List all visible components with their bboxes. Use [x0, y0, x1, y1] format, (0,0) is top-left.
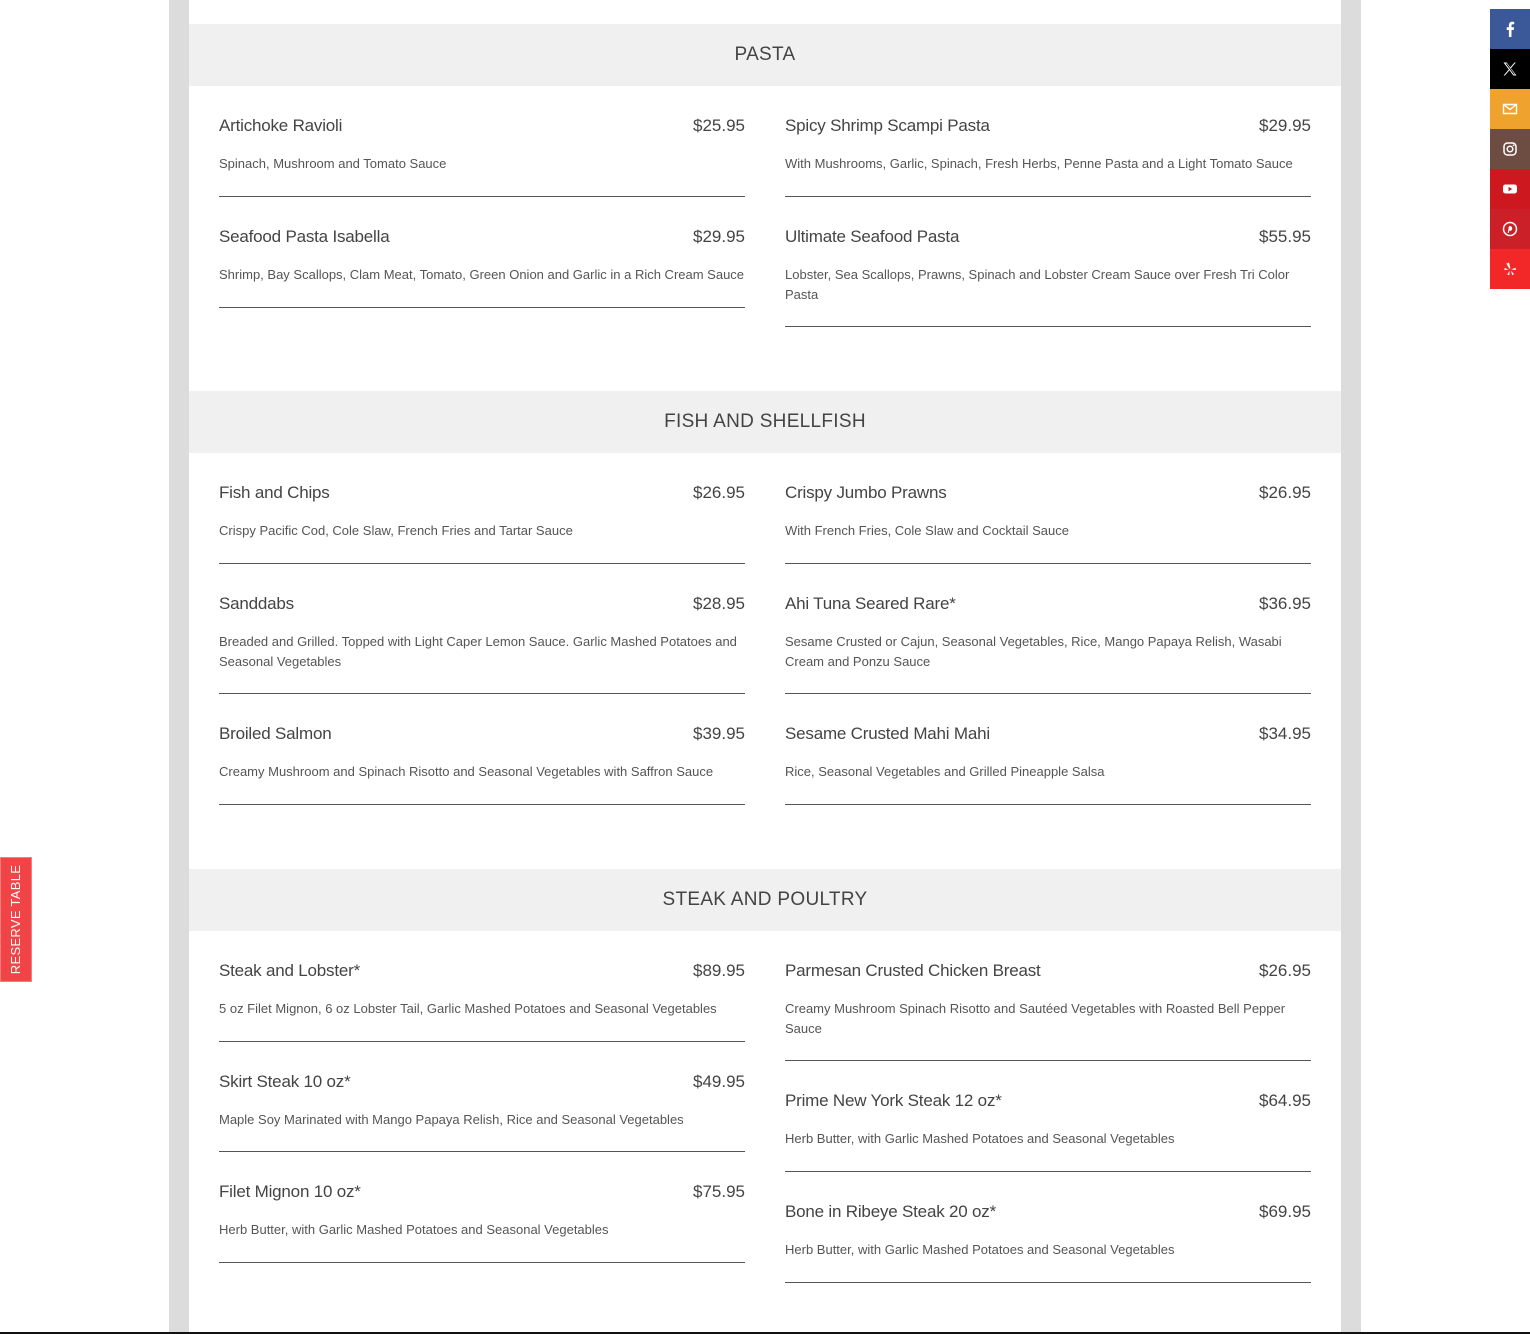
- item-price: $29.95: [693, 227, 745, 246]
- item-description: Herb Butter, with Garlic Mashed Potatoes and Seasonal Vegetables: [785, 1242, 1175, 1257]
- youtube-share-button[interactable]: [1490, 169, 1530, 209]
- item-name: Parmesan Crusted Chicken Breast: [785, 961, 1041, 980]
- menu-item: [219, 483, 745, 564]
- menu-item: [219, 116, 745, 197]
- item-name: Artichoke Ravioli: [219, 116, 343, 135]
- item-name: Steak and Lobster*: [219, 961, 360, 980]
- item-description: Sesame Crusted or Cajun, Seasonal Vegetables, Rice, Mango Papaya Relish, Wasabi Cream and Ponzu Sauce: [785, 634, 1282, 669]
- instagram-icon: [1502, 141, 1518, 157]
- menu-item: [219, 594, 745, 694]
- menu-item: [219, 961, 745, 1042]
- item-price: $49.95: [693, 1072, 745, 1091]
- item-name: Bone in Ribeye Steak 20 oz*: [785, 1202, 997, 1221]
- email-icon: [1502, 101, 1518, 117]
- item-price: $26.95: [1259, 483, 1311, 502]
- item-name: Filet Mignon 10 oz*: [219, 1182, 361, 1201]
- item-description: Breaded and Grilled. Topped with Light Caper Lemon Sauce. Garlic Mashed Potatoes and Seasonal Vegetables: [219, 634, 737, 669]
- pinterest-share-button[interactable]: [1490, 209, 1530, 249]
- menu-item: [785, 724, 1311, 805]
- item-name: Crispy Jumbo Prawns: [785, 483, 947, 502]
- section-title-fish-and-shellfish: FISH AND SHELLFISH: [189, 391, 1341, 453]
- item-name: Skirt Steak 10 oz*: [219, 1072, 351, 1091]
- item-price: $29.95: [1259, 116, 1311, 135]
- item-price: $39.95: [693, 724, 745, 743]
- item-name: Ahi Tuna Seared Rare*: [785, 594, 956, 613]
- item-description: Lobster, Sea Scallops, Prawns, Spinach and Lobster Cream Sauce over Fresh Tri Color Pasta: [785, 267, 1290, 302]
- menu-item: [785, 594, 1311, 694]
- item-description: Herb Butter, with Garlic Mashed Potatoes and Seasonal Vegetables: [785, 1131, 1175, 1146]
- pinterest-icon: [1502, 221, 1518, 237]
- menu-item: [219, 227, 745, 308]
- yelp-share-button[interactable]: [1490, 249, 1530, 289]
- item-description: Creamy Mushroom Spinach Risotto and Sautéed Vegetables with Roasted Bell Pepper Sauce: [785, 1001, 1286, 1036]
- item-price: $26.95: [693, 483, 745, 502]
- item-price: $69.95: [1259, 1202, 1311, 1221]
- item-price: $26.95: [1259, 961, 1311, 980]
- menu-item: [785, 483, 1311, 564]
- item-price: $25.95: [693, 116, 745, 135]
- item-name: Spicy Shrimp Scampi Pasta: [785, 116, 990, 135]
- menu-item: [219, 1072, 745, 1152]
- menu-item: [785, 1091, 1311, 1172]
- yelp-icon: [1502, 261, 1518, 277]
- item-description: With French Fries, Cole Slaw and Cocktail Sauce: [785, 523, 1069, 538]
- item-price: $55.95: [1259, 227, 1311, 246]
- item-price: $34.95: [1259, 724, 1311, 743]
- item-description: Maple Soy Marinated with Mango Papaya Relish, Rice and Seasonal Vegetables: [219, 1112, 684, 1127]
- item-description: Spinach, Mushroom and Tomato Sauce: [219, 156, 447, 171]
- item-price: $75.95: [693, 1182, 745, 1201]
- reserve-table-label: RESERVE TABLE: [8, 864, 24, 975]
- item-price: $28.95: [693, 594, 745, 613]
- item-price: $64.95: [1259, 1091, 1311, 1110]
- menu-content: [189, 0, 1341, 1334]
- item-name: Sesame Crusted Mahi Mahi: [785, 724, 990, 743]
- x-share-button[interactable]: [1490, 49, 1530, 89]
- item-description: 5 oz Filet Mignon, 6 oz Lobster Tail, Garlic Mashed Potatoes and Seasonal Vegetables: [219, 1001, 717, 1016]
- item-name: Fish and Chips: [219, 483, 330, 502]
- item-name: Seafood Pasta Isabella: [219, 227, 390, 246]
- item-name: Prime New York Steak 12 oz*: [785, 1091, 1002, 1110]
- facebook-share-button[interactable]: [1490, 9, 1530, 49]
- instagram-share-button[interactable]: [1490, 129, 1530, 169]
- item-description: Rice, Seasonal Vegetables and Grilled Pineapple Salsa: [785, 764, 1105, 779]
- item-description: Crispy Pacific Cod, Cole Slaw, French Fries and Tartar Sauce: [219, 523, 573, 538]
- item-name: Ultimate Seafood Pasta: [785, 227, 960, 246]
- menu-item: [219, 1182, 745, 1263]
- x-icon: [1502, 61, 1518, 77]
- item-description: Creamy Mushroom and Spinach Risotto and Seasonal Vegetables with Saffron Sauce: [219, 764, 714, 779]
- item-price: $89.95: [693, 961, 745, 980]
- email-share-button[interactable]: [1490, 89, 1530, 129]
- reserve-table-button[interactable]: [0, 857, 32, 982]
- page-frame: [169, 0, 1361, 1334]
- item-name: Broiled Salmon: [219, 724, 332, 743]
- youtube-icon: [1502, 181, 1518, 197]
- item-description: Shrimp, Bay Scallops, Clam Meat, Tomato, Green Onion and Garlic in a Rich Cream Sauce: [219, 267, 745, 282]
- menu-item: [785, 227, 1311, 327]
- item-price: $36.95: [1259, 594, 1311, 613]
- menu-item: [785, 1202, 1311, 1283]
- item-description: Herb Butter, with Garlic Mashed Potatoes and Seasonal Vegetables: [219, 1222, 609, 1237]
- section-title-steak-and-poultry: STEAK AND POULTRY: [189, 869, 1341, 931]
- menu-item: [785, 961, 1311, 1061]
- section-title-pasta: PASTA: [189, 24, 1341, 86]
- menu-item: [219, 724, 745, 805]
- menu-item: [785, 116, 1311, 197]
- item-name: Sanddabs: [219, 594, 294, 613]
- item-description: With Mushrooms, Garlic, Spinach, Fresh Herbs, Penne Pasta and a Light Tomato Sauce: [785, 156, 1293, 171]
- facebook-icon: [1502, 21, 1518, 37]
- social-share-bar: [1490, 9, 1530, 289]
